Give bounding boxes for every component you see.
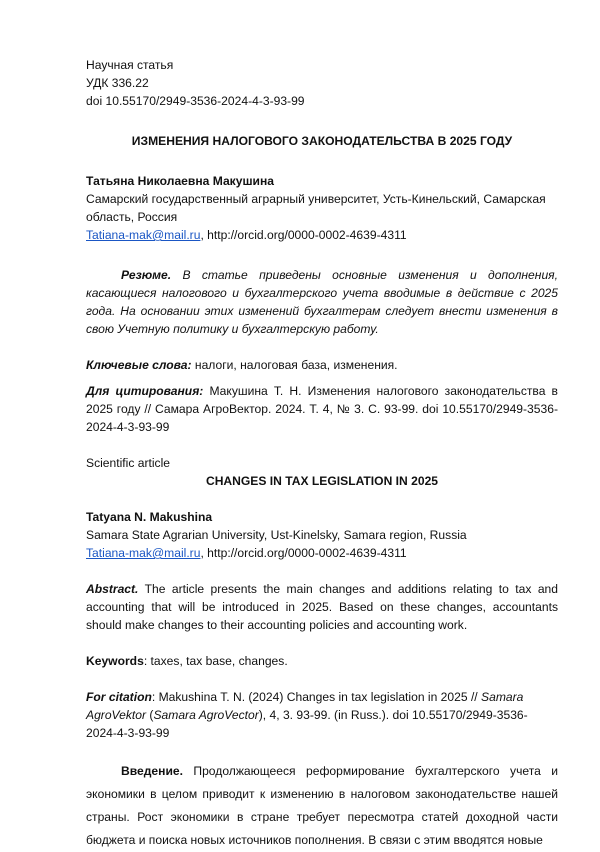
affiliation-ru: Самарский государственный аграрный университет, Усть-Кинельский, Самарская область, Россия	[86, 192, 546, 224]
author-ru: Татьяна Николаевна Макушина	[86, 174, 274, 188]
keywords-en	[86, 652, 558, 670]
abstract-text-ru: В статье приведены основные изменения и дополнения, касающиеся налогового и бухгалтерского учета вводимые в действие с 2025 года. На основании этих изменений бухгалтерам следует внести изменения в свою Учетную политику и бухгалтерскую работу.	[86, 268, 558, 336]
citation-journal-alt-en: Samara AgroVector	[153, 708, 259, 722]
keywords-text-en: : taxes, tax base, changes.	[143, 654, 288, 668]
intro-label: Введение.	[121, 764, 183, 778]
article-type-ru: Научная статья	[86, 58, 174, 72]
citation-label-ru: Для цитирования:	[86, 384, 204, 398]
keywords-label-ru: Ключевые слова:	[86, 358, 192, 372]
citation-journal-en: Samara AgroVektor	[86, 690, 524, 722]
keywords-text-ru: налоги, налоговая база, изменения.	[191, 358, 398, 372]
citation-en	[86, 688, 558, 742]
citation-part2-en: (	[146, 708, 154, 722]
abstract-en	[86, 580, 558, 634]
citation-label-en: For citation	[86, 690, 152, 704]
title-en: CHANGES IN TAX LEGISLATION IN 2025	[205, 474, 439, 488]
citation-part1-en: : Makushina T. N. (2024) Changes in tax legislation in 2025 //	[151, 690, 482, 704]
abstract-ru	[86, 266, 558, 338]
article-page	[86, 56, 558, 852]
intro-paragraph	[86, 760, 558, 852]
affiliation-en: Samara State Agrarian University, Ust-Kinelsky, Samara region, Russia	[86, 528, 467, 542]
email-link-en[interactable]: Tatiana-mak@mail.ru	[86, 546, 201, 560]
orcid-ru: , http://orcid.org/0000-0002-4639-4311	[200, 228, 407, 242]
citation-ru	[86, 382, 558, 436]
title-ru: ИЗМЕНЕНИЯ НАЛОГОВОГО ЗАКОНОДАТЕЛЬСТВА В 2025 ГОДУ	[131, 134, 513, 148]
abstract-label-en: Abstract.	[86, 582, 139, 596]
abstract-label-ru: Резюме.	[121, 268, 172, 282]
contact-ru	[86, 226, 558, 244]
citation-text-ru: Макушина Т. Н. Изменения налогового законодательства в 2025 году // Самара АгроВектор. 2024. Т. 4, № 3. С. 93-99. doi 10.55170/2949-3536-2024-4-3-93-99	[86, 384, 558, 434]
keywords-label-en: Keywords	[86, 654, 144, 668]
contact-en	[86, 544, 558, 562]
doi-ru: doi 10.55170/2949-3536-2024-4-3-93-99	[86, 94, 305, 108]
citation-part3-en: ), 4, 3. 93-99. (in Russ.). doi 10.55170/2949-3536-2024-4-3-93-99	[86, 708, 528, 740]
udk-code: УДК 336.22	[86, 76, 149, 90]
article-type-en: Scientific article	[86, 456, 171, 470]
email-link-ru[interactable]: Tatiana-mak@mail.ru	[86, 228, 201, 242]
author-en: Tatyana N. Makushina	[86, 510, 213, 524]
abstract-text-en: The article presents the main changes and additions relating to tax and accounting that will be introduced in 2025. Based on these changes, accountants should make changes to their accounting policies and accounting work.	[86, 582, 558, 632]
orcid-en: , http://orcid.org/0000-0002-4639-4311	[200, 546, 407, 560]
keywords-ru	[86, 356, 558, 374]
intro-text: Продолжающееся реформирование бухгалтерского учета и экономики в целом приводит к изменению в налоговом законодательстве нашей страны. Рост экономики в стране требует пересмотра статей доходной части бюджета и поиска новых источников пополнения. В связи с этим вводятся новые	[86, 764, 558, 847]
